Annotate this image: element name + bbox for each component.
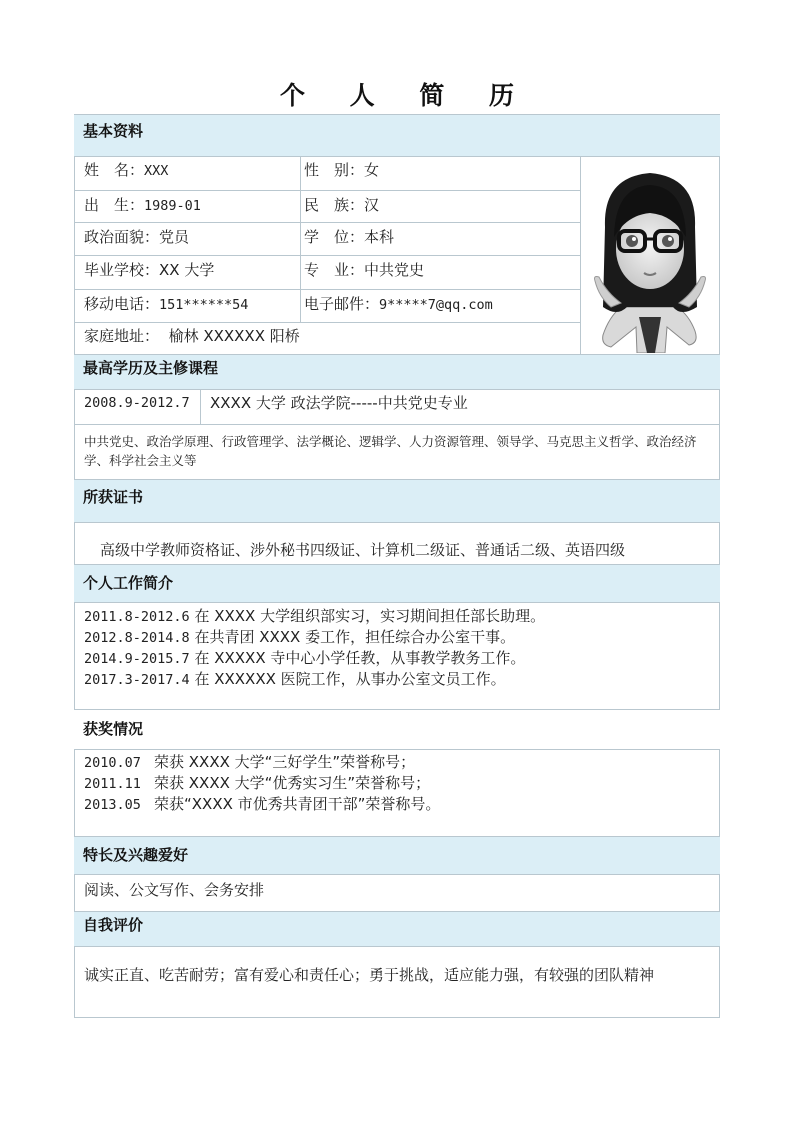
work-period: 2017.3-2017.4 — [84, 672, 190, 688]
gender-label: 性 别： — [304, 161, 365, 179]
grid-line — [74, 424, 720, 425]
section-header-self-eval: 自我评价 — [74, 911, 720, 946]
address-value: 榆林 XXXXXX 阳桥 — [168, 327, 300, 345]
work-text: 在 XXXXXX 医院工作，从事办公室文员工作。 — [194, 670, 506, 688]
grid-line — [74, 602, 720, 603]
education-period: 2008.9-2012.7 — [84, 395, 190, 411]
address-field — [84, 325, 300, 346]
award-date: 2011.11 — [84, 776, 141, 792]
award-text: 荣获 XXXX 大学“优秀实习生”荣誉称号； — [154, 774, 431, 792]
grid-line — [200, 389, 201, 424]
grid-line — [74, 322, 580, 323]
work-text: 在 XXXX 大学组织部实习，实习期间担任部长助理。 — [194, 607, 546, 625]
email-label: 电子邮件： — [304, 295, 380, 313]
email-field — [304, 293, 493, 314]
work-text: 在共青团 XXXX 委工作，担任综合办公室干事。 — [194, 628, 516, 646]
name-field — [84, 159, 168, 180]
work-period: 2012.8-2014.8 — [84, 630, 190, 646]
birth-label: 出 生： — [84, 196, 145, 214]
degree-field — [304, 226, 394, 247]
birth-value: 1989-01 — [144, 198, 201, 214]
section-header-awards: 获奖情况 — [74, 709, 720, 749]
birth-field — [84, 194, 201, 215]
grid-line — [300, 156, 301, 322]
avatar — [581, 157, 719, 353]
political-field — [84, 226, 189, 247]
grid-line — [74, 255, 580, 256]
phone-field — [84, 293, 248, 314]
email-value: 9*****7@qq.com — [379, 297, 493, 313]
political-label: 政治面貌： — [84, 228, 160, 246]
work-item — [84, 626, 515, 647]
award-date: 2013.05 — [84, 797, 141, 813]
hobbies-text: 阅读、公文写作、会务安排 — [84, 881, 265, 899]
grid-line — [74, 749, 720, 750]
award-item — [84, 751, 415, 772]
work-period: 2014.9-2015.7 — [84, 651, 190, 667]
ethnicity-field — [304, 194, 379, 215]
phone-value: 151******54 — [159, 297, 249, 313]
grid-line — [74, 874, 720, 875]
award-text: 荣获 XXXX 大学“三好学生”荣誉称号； — [154, 753, 416, 771]
work-text: 在 XXXXX 寺中心小学任教，从事教学教务工作。 — [194, 649, 526, 667]
section-header-education: 最高学历及主修课程 — [74, 354, 720, 390]
work-item — [84, 647, 525, 668]
major-value: 中共党史 — [364, 261, 425, 279]
grid-line — [74, 289, 580, 290]
grid-line — [74, 522, 720, 523]
ethnicity-value: 汉 — [364, 196, 380, 214]
ethnicity-label: 民 族： — [304, 196, 365, 214]
name-value: XXX — [144, 163, 169, 179]
award-item — [84, 772, 430, 793]
school-label: 毕业学校： — [84, 261, 160, 279]
award-text: 荣获“XXXX 市优秀共青团干部”荣誉称号。 — [154, 795, 441, 813]
work-item — [84, 668, 506, 689]
school-field — [84, 259, 214, 280]
section-header-certificates: 所获证书 — [74, 479, 720, 522]
major-field — [304, 259, 424, 280]
education-school-major: XXXX 大学 政法学院-----中共党史专业 — [210, 394, 468, 412]
school-value: XX 大学 — [159, 261, 215, 279]
phone-label: 移动电话： — [84, 295, 160, 313]
resume-title: 个 人 简 历 — [279, 81, 533, 110]
grid-line — [74, 222, 580, 223]
degree-value: 本科 — [364, 228, 395, 246]
award-item — [84, 793, 440, 814]
self-eval-text: 诚实正直、吃苦耐劳；富有爱心和责任心；勇于挑战，适应能力强，有较强的团队精神 — [84, 966, 655, 984]
education-courses: 中共党史、政治学原理、行政管理学、法学概论、逻辑学、人力资源管理、领导学、马克思主义哲学、政治经济学、科学社会主义等 — [84, 434, 697, 468]
section-header-basic: 基本资料 — [74, 114, 720, 156]
gender-field — [304, 159, 379, 180]
gender-value: 女 — [364, 161, 380, 179]
section-header-work: 个人工作简介 — [74, 564, 720, 602]
certificates-text: 高级中学教师资格证、涉外秘书四级证、计算机二级证、普通话二级、英语四级 — [100, 541, 626, 559]
major-label: 专 业： — [304, 261, 365, 279]
award-date: 2010.07 — [84, 755, 141, 771]
section-header-hobbies: 特长及兴趣爱好 — [74, 836, 720, 874]
grid-line — [74, 389, 720, 390]
work-item — [84, 605, 545, 626]
address-label: 家庭地址： — [84, 327, 160, 345]
degree-label: 学 位： — [304, 228, 365, 246]
work-period: 2011.8-2012.6 — [84, 609, 190, 625]
grid-line — [74, 190, 580, 191]
political-value: 党员 — [159, 228, 190, 246]
name-label: 姓 名： — [84, 161, 145, 179]
grid-line — [74, 946, 720, 947]
